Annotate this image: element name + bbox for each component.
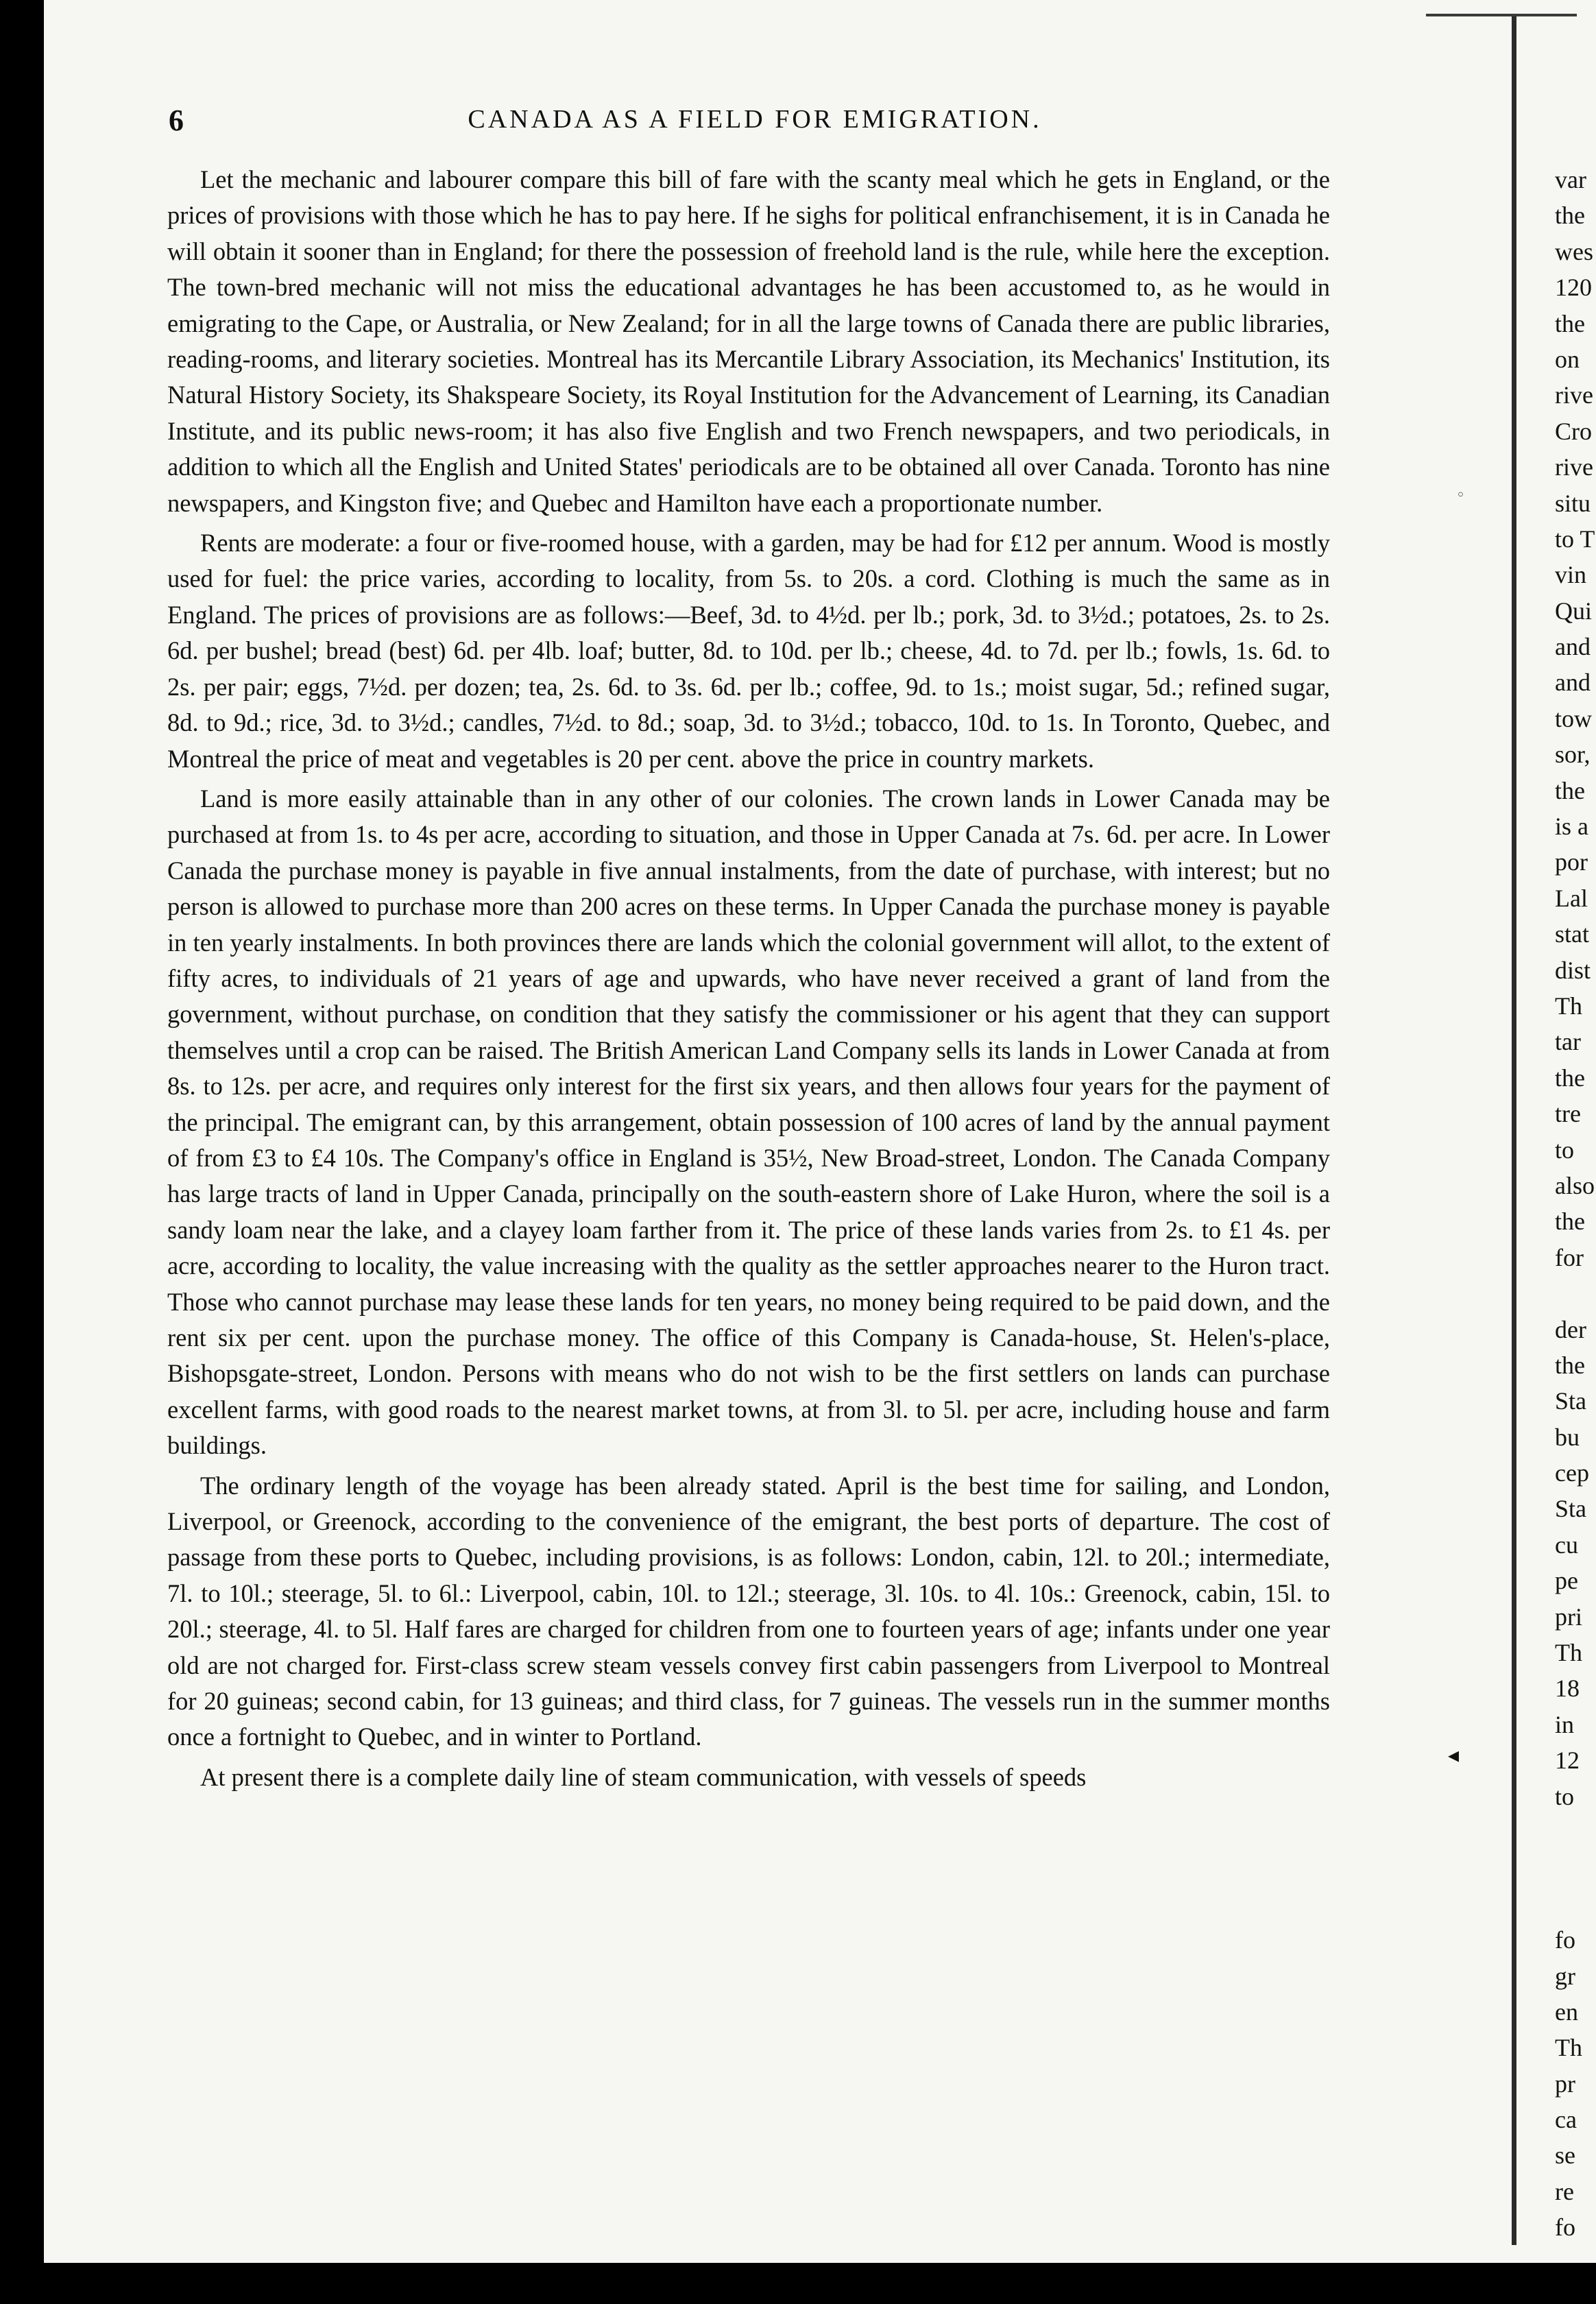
facing-page-fragment: der xyxy=(1555,1315,1586,1343)
facing-page-fragment: cep xyxy=(1555,1459,1589,1487)
facing-page-fragment: on xyxy=(1555,345,1580,373)
facing-page-fragment: ca xyxy=(1555,2106,1577,2134)
facing-page-fragment: the xyxy=(1555,1064,1585,1092)
facing-page-fragment: in xyxy=(1555,1710,1575,1738)
facing-page-fragment: situ xyxy=(1555,489,1591,517)
facing-page-fragment xyxy=(1555,1850,1596,1886)
facing-page-fragment: dist xyxy=(1555,956,1591,984)
paragraph-voyage: The ordinary length of the voyage has been already stated. April is the best time for sailing, and London, Liverpool, or Greenock, according to the convenience of the emigrant, the best ports of departure. The cost of passage from these ports to Quebec, including provisions, is as follows: London, cabin, 12l. to 20l.; intermediate, 7l. to 10l.; steerage, 5l. to 6l.: Liverpool, cabin, 10l. to 12l.; steerage, 3l. 10s. to 4l. 10s.: Greenock, cabin, 15l. to 20l.; steerage, 4l. to 5l. Half fares are charged for children from one to fourteen years of age; infants under one year old are not charged for. First-class screw steam vessels convey first cabin passengers from Liverpool to Montreal for 20 guineas; second cabin, for 13 guineas; and third class, for 7 guineas. The vessels run in the summer months once a fortnight to Quebec, and in winter to Portland. xyxy=(167,1471,1330,1751)
facing-page-fragment: cu xyxy=(1555,1531,1578,1559)
scan-edge-line xyxy=(1426,14,1577,16)
facing-page-fragment: also xyxy=(1555,1171,1595,1199)
facing-page-fragment: and xyxy=(1555,633,1591,661)
facing-page-fragment: Cro xyxy=(1555,417,1592,445)
facing-page-fragment: rive xyxy=(1555,381,1593,409)
facing-page-fragment: Th xyxy=(1555,992,1582,1020)
paragraph-rents: Rents are moderate: a four or five-roomed house, with a garden, may be had for £12 per annum. Wood is mostly used for fuel: the price varies, according to locality, from 5s. to 20s. a cord. Clothing is much the same as in England. The prices of provisions are as follows:—Beef, 3d. to 4½d. per lb.; pork, 3d. to 3½d.; potatoes, 2s. to 2s. 6d. per bushel; bread (best) 6d. per 4lb. loaf; butter, 8d. to 10d. per lb.; cheese, 4d. to 7d. per lb.; fowls, 1s. 6d. to 2s. per pair; eggs, 7½d. per dozen; tea, 2s. 6d. to 3s. 6d. per lb.; coffee, 9d. to 1s.; moist sugar, 5d.; refined sugar, 8d. to 9d.; rice, 3d. to 3½d.; candles, 7½d. to 8d.; soap, 3d. to 3½d.; tobacco, 10d. to 1s. In Toronto, Quebec, and Montreal the price of meat and vegetables is 20 per cent. above the price in country markets. xyxy=(167,529,1330,773)
facing-page-fragment: Sta xyxy=(1555,1495,1587,1523)
facing-page-fragment: the xyxy=(1555,1351,1585,1379)
facing-page-fragment: en xyxy=(1555,1997,1578,2026)
page-header xyxy=(169,103,1341,144)
facing-page-fragment: pr xyxy=(1555,2069,1575,2098)
facing-page-fragment: and xyxy=(1555,669,1591,697)
paragraph-steam: At present there is a complete daily line of steam communication, with vessels of speeds xyxy=(200,1762,1087,1791)
facing-page-fragment: to xyxy=(1555,1136,1575,1164)
paragraph-land: Land is more easily attainable than in any other of our colonies. The crown lands in Lower Canada may be purchased at from 1s. to 4s per acre, according to situation, and those in Upper Canada at 7s. 6d. per acre. In Lower Canada the purchase money is payable in five annual instalments, from the date of purchase, with interest; but no person is allowed to purchase more than 200 acres on these terms. In Upper Canada the purchase money is payable in ten yearly instalments. In both provinces there are lands which the colonial government will allot, to the extent of fifty acres, to individuals of 21 years of age and upwards, who have never received a grant of land from the government, without purchase, on condition that they satisfy the commissioner or his agent that they can support themselves until a crop can be raised. The British American Land Company sells its lands in Lower Canada at from 8s. to 12s. per acre, and requires only interest for the first six years, and then allows four years for the payment of the principal. The emigrant can, by this arrangement, obtain possession of 100 acres of land by the annual payment of from £3 to £4 10s. The Company's office in England is 35½, New Broad-street, London. The Canada Company has large tracts of land in Upper Canada, principally on the south-eastern shore of Lake Huron, where the soil is a sandy loam near the lake, and a clayey loam farther from it. The price of these lands varies from 2s. to £1 4s. per acre, according to locality, the value increasing with the quality as the settler approaches nearer to the Huron tract. Those who cannot purchase may lease these lands for ten years, no money being required to be paid down, and the rent six per cent. upon the purchase money. The office of this Company is Canada-house, St. Helen's-place, Bishopsgate-street, London. Persons with means who do not wish to be the first settlers on lands can purchase excellent farms, with good roads to the nearest market towns, at from 3l. to 5l. per acre, including house and farm buildings. xyxy=(167,784,1330,1460)
facing-page-fragment: bu xyxy=(1555,1423,1580,1451)
facing-page-fragment: wes xyxy=(1555,237,1593,265)
facing-page-fragment: pe xyxy=(1555,1567,1578,1595)
running-title: CANADA AS A FIELD FOR EMIGRATION. xyxy=(468,105,1042,134)
facing-page-fragment: por xyxy=(1555,848,1588,876)
facing-page-fragment: pri xyxy=(1555,1603,1582,1631)
facing-page-fragment: var xyxy=(1555,166,1586,193)
facing-page-fragment: to T xyxy=(1555,525,1595,553)
facing-page-fragment: se xyxy=(1555,2141,1575,2170)
paragraph-bill-of-fare: Let the mechanic and labourer compare this bill of fare with the scanty meal which he gets in England, or the prices of provisions with those which he has to pay here. If he sighs for political enfranchisement, it is in Canada he will obtain it sooner than in England; for there the possession of freehold land is the rule, while here the exception. The town-bred mechanic will not miss the educational advantages he has been accustomed to, as he would in emigrating to the Cape, or Australia, or New Zealand; for in all the large towns of Canada there are public libraries, reading-rooms, and literary societies. Montreal has its Mercantile Library Association, its Mechanics' Institution, its Natural History Society, its Shakspeare Society, its Royal Institution for the Advancement of Learning, its Canadian Institute, and its public news-room; it has also five English and two French newspapers, and two periodicals, in addition to which all the English and United States' periodicals are to be obtained all over Canada. Toronto has nine newspapers, and Kingston five; and Quebec and Hamilton have each a proportionate number. xyxy=(167,165,1330,517)
facing-page-fragment: the xyxy=(1555,309,1585,337)
facing-page-fragment: rive xyxy=(1555,453,1593,481)
facing-page-fragment: for xyxy=(1555,1243,1584,1271)
book-gutter xyxy=(1512,16,1516,2245)
facing-page-fragment: re xyxy=(1555,2177,1574,2205)
facing-page-fragment: 12 xyxy=(1555,1747,1580,1775)
facing-page-fragment: 18 xyxy=(1555,1675,1580,1703)
facing-page-fragment: tow xyxy=(1555,704,1592,732)
facing-page-fragment: 120 xyxy=(1555,274,1592,302)
facing-page-fragment xyxy=(1555,1814,1596,1850)
facing-page-fragment: fo xyxy=(1555,2213,1575,2242)
facing-page-fragment: Th xyxy=(1555,2034,1582,2062)
facing-page-fragment: to xyxy=(1555,1782,1575,1810)
page-number: 6 xyxy=(169,104,184,137)
facing-page-fragment: sor, xyxy=(1555,741,1591,769)
facing-page-fragment: fo xyxy=(1555,1926,1575,1954)
margin-mark: ◦ xyxy=(1456,487,1465,504)
facing-page-fragment: Sta xyxy=(1555,1387,1587,1415)
facing-page-fragment: gr xyxy=(1555,1962,1575,1990)
facing-page-fragment: vin xyxy=(1555,561,1587,589)
facing-page-fragment xyxy=(1555,1886,1596,1922)
body-text xyxy=(167,162,1330,1799)
facing-page-fragment: is a xyxy=(1555,813,1588,841)
facing-page-fragment: tre xyxy=(1555,1100,1581,1128)
margin-arrow-icon: ◂ xyxy=(1448,1742,1460,1768)
facing-page-fragment: the xyxy=(1555,776,1585,804)
facing-page-fragment: Th xyxy=(1555,1639,1582,1667)
facing-page-fragment: Lal xyxy=(1555,884,1588,912)
facing-page-fragment: stat xyxy=(1555,920,1589,948)
facing-page-fragment xyxy=(1555,1275,1596,1311)
facing-page-fragment: the xyxy=(1555,1208,1585,1236)
facing-page-fragment: Qui xyxy=(1555,597,1592,625)
facing-page-fragment: the xyxy=(1555,202,1585,230)
facing-page-column xyxy=(1555,162,1596,2246)
facing-page-fragment: tar xyxy=(1555,1028,1581,1056)
